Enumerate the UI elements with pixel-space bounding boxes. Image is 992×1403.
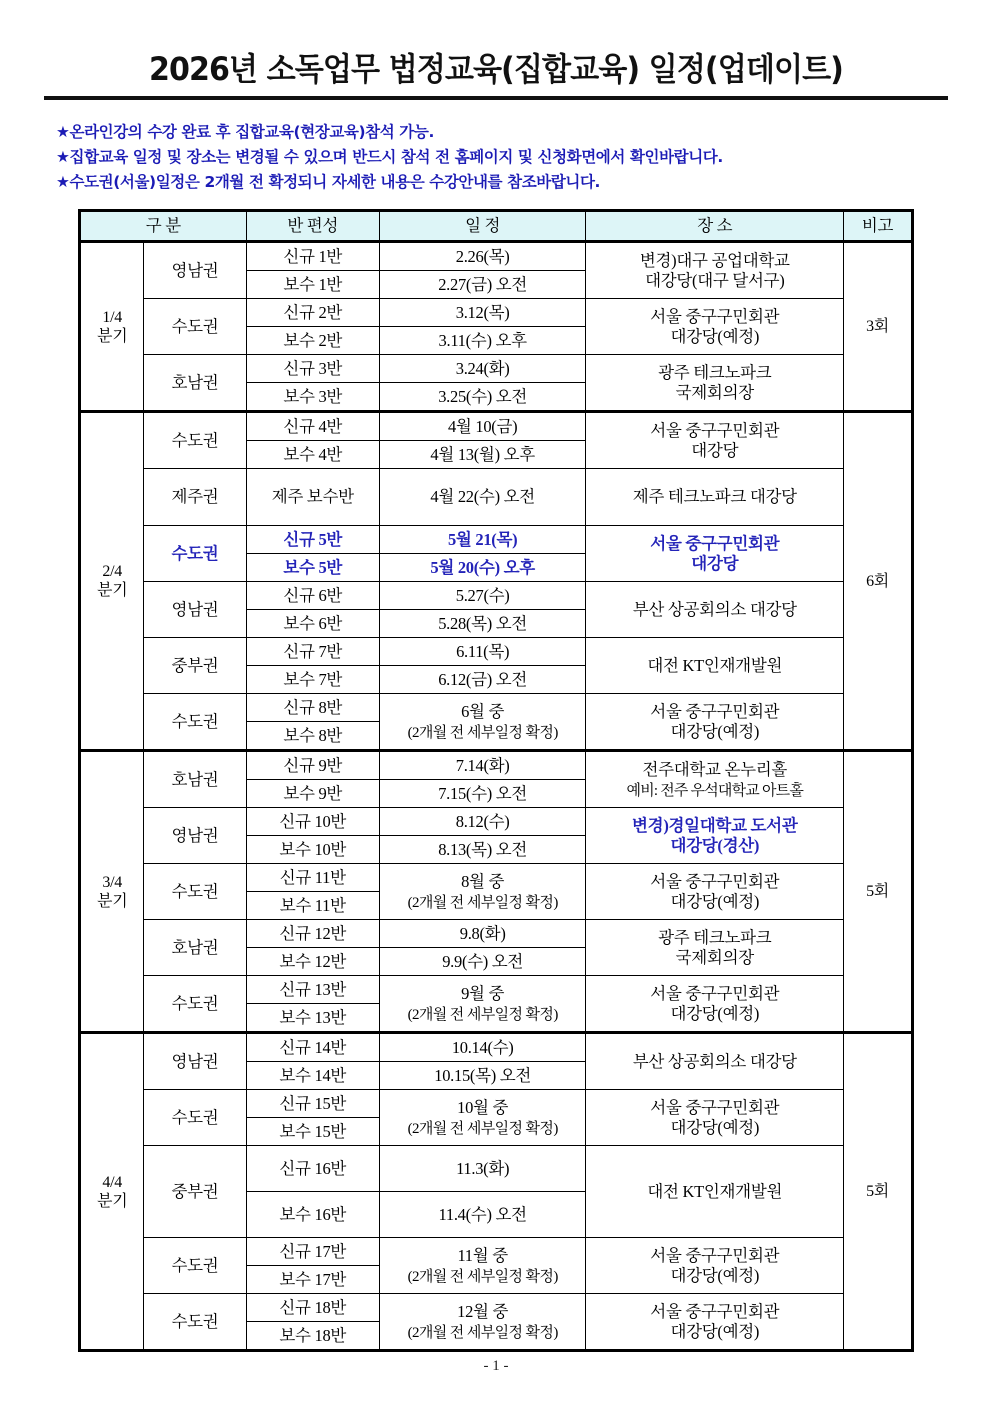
- quarter-label-line1: 4/4: [102, 1173, 122, 1191]
- date-line2: (2개월 전 세부일정 확정): [407, 724, 558, 741]
- class-label: 보수 4반: [246, 441, 379, 469]
- date-line1: 11월 중: [457, 1245, 508, 1265]
- venue-label: [586, 299, 844, 355]
- venue-line2: 대강당(예정): [670, 1117, 760, 1137]
- header-remark: 비고: [844, 211, 913, 242]
- title-divider: [44, 96, 948, 100]
- date-label: 4월 10(금): [379, 412, 586, 441]
- date-label: 5.27(수): [379, 582, 586, 610]
- venue-line2: 대강당: [691, 440, 739, 460]
- note-line: ★온라인강의 수강 완료 후 집합교육(현장교육)참석 가능.: [56, 123, 434, 141]
- note-line: ★수도권(서울)일정은 2개월 전 확정되니 자세한 내용은 수강안내를 참조바랍니다.: [56, 173, 601, 192]
- class-label: 보수 8반: [246, 722, 379, 751]
- venue-label: [586, 638, 844, 694]
- class-label: 보수 14반: [246, 1062, 379, 1090]
- table-row: [80, 582, 913, 610]
- venue-line2: 대강당: [691, 553, 739, 573]
- class-label: 보수 13반: [246, 1004, 379, 1033]
- venue-label: [586, 582, 844, 638]
- header-venue: 장 소: [586, 211, 844, 242]
- date-label: [379, 1238, 586, 1294]
- venue-line1: 서울 중구구민회관: [650, 984, 780, 1004]
- class-label: 보수 6반: [246, 610, 379, 638]
- table-header: [80, 211, 913, 242]
- table-row: [80, 976, 913, 1004]
- date-label: [379, 1294, 586, 1351]
- table-row: [80, 1294, 913, 1322]
- table-row: [80, 920, 913, 948]
- quarter-label-line2: 분기: [97, 1192, 128, 1210]
- date-label: 7.14(화): [379, 751, 586, 780]
- date-label: 8.13(목) 오전: [379, 836, 586, 864]
- date-label: 11.4(수) 오전: [379, 1192, 586, 1238]
- table-row: [80, 1033, 913, 1062]
- region-label: 수도권: [144, 1090, 246, 1146]
- region-label: 영남권: [144, 242, 246, 299]
- quarter-label: [80, 1033, 144, 1351]
- table-row: [80, 751, 913, 780]
- class-label: 신규 4반: [246, 412, 379, 441]
- region-label: 제주권: [144, 469, 246, 526]
- date-label: 11.3(화): [379, 1146, 586, 1192]
- region-label: 호남권: [144, 920, 246, 976]
- venue-line2: 대강당(예정): [670, 1265, 760, 1285]
- remark-label: 3회: [844, 242, 913, 412]
- class-label: 보수 1반: [246, 271, 379, 299]
- region-label: 호남권: [144, 751, 246, 808]
- remark-label: 5회: [844, 1033, 913, 1351]
- class-label: 신규 14반: [246, 1033, 379, 1062]
- venue-line1: 광주 테크노파크: [658, 928, 772, 948]
- date-label: 9.8(화): [379, 920, 586, 948]
- date-label: [379, 976, 586, 1033]
- date-line2: (2개월 전 세부일정 확정): [407, 1006, 558, 1023]
- venue-line1: 전주대학교 온누리홀: [642, 759, 788, 779]
- venue-line1: 변경)대구 공업대학교: [639, 251, 790, 271]
- date-label: 3.12(목): [379, 299, 586, 327]
- region-label: 수도권: [144, 1294, 246, 1351]
- date-line1: 8월 중: [461, 871, 505, 891]
- class-label: 신규 5반: [246, 526, 379, 554]
- region-label: 수도권: [144, 694, 246, 751]
- quarter-label: [80, 242, 144, 412]
- region-label: 수도권: [144, 976, 246, 1033]
- venue-line1: 대전 KT인재개발원: [647, 1181, 783, 1201]
- schedule-table-wrap: [78, 209, 914, 1352]
- date-label: 2.26(목): [379, 242, 586, 271]
- class-label: 신규 10반: [246, 808, 379, 836]
- table-row: [80, 355, 913, 383]
- class-label: 신규 12반: [246, 920, 379, 948]
- venue-label: [586, 976, 844, 1033]
- table-row: [80, 808, 913, 836]
- venue-label: [586, 1294, 844, 1351]
- venue-line1: 서울 중구구민회관: [650, 1302, 780, 1322]
- class-label: 신규 17반: [246, 1238, 379, 1266]
- venue-line2: 대강당(대구 달서구): [645, 270, 785, 290]
- venue-label: [586, 808, 844, 864]
- region-label: 영남권: [144, 582, 246, 638]
- class-label: 신규 3반: [246, 355, 379, 383]
- region-label: 수도권: [144, 299, 246, 355]
- table-row: [80, 1090, 913, 1118]
- date-label: 3.24(화): [379, 355, 586, 383]
- class-label: 신규 1반: [246, 242, 379, 271]
- class-label: 보수 12반: [246, 948, 379, 976]
- class-label: 보수 5반: [246, 554, 379, 582]
- class-label: 신규 18반: [246, 1294, 379, 1322]
- venue-line1: 부산 상공회의소 대강당: [632, 1051, 797, 1071]
- class-label: 제주 보수반: [246, 469, 379, 526]
- class-label: 신규 13반: [246, 976, 379, 1004]
- date-label: [379, 864, 586, 920]
- venue-line1: 서울 중구구민회관: [650, 307, 780, 327]
- venue-line2: 대강당(예정): [670, 1321, 760, 1341]
- region-label: 수도권: [144, 1238, 246, 1294]
- notes-list: [0, 120, 992, 195]
- class-label: 보수 3반: [246, 383, 379, 412]
- venue-label: [586, 526, 844, 582]
- table-row: [80, 412, 913, 441]
- date-label: 9.9(수) 오전: [379, 948, 586, 976]
- table-row: [80, 694, 913, 722]
- quarter-label-line2: 분기: [97, 327, 128, 345]
- date-line1: 9월 중: [461, 983, 505, 1003]
- class-label: 보수 7반: [246, 666, 379, 694]
- header-division: 구 분: [80, 211, 247, 242]
- venue-line1: 광주 테크노파크: [658, 363, 772, 383]
- class-label: 신규 8반: [246, 694, 379, 722]
- note-line: ★집합교육 일정 및 장소는 변경될 수 있으며 반드시 참석 전 홈페이지 및 신청화면에서 확인바랍니다.: [56, 148, 723, 167]
- table-row: [80, 638, 913, 666]
- remark-label: 5회: [844, 751, 913, 1033]
- quarter-label-line2: 분기: [97, 892, 128, 910]
- title-block: [0, 0, 992, 100]
- venue-line2: 대강당(경산): [670, 835, 760, 855]
- quarter-label-line1: 3/4: [102, 873, 122, 891]
- class-label: 신규 15반: [246, 1090, 379, 1118]
- venue-label: [586, 1033, 844, 1090]
- region-label: 중부권: [144, 638, 246, 694]
- quarter-label-line1: 2/4: [102, 563, 122, 581]
- class-label: 신규 9반: [246, 751, 379, 780]
- region-label: 수도권: [144, 412, 246, 469]
- venue-line1: 변경)경일대학교 도서관: [632, 816, 798, 836]
- venue-line1: 서울 중구구민회관: [650, 1246, 780, 1266]
- table-row: [80, 864, 913, 892]
- date-line2: (2개월 전 세부일정 확정): [407, 1120, 558, 1137]
- date-label: 8.12(수): [379, 808, 586, 836]
- table-header-row: [80, 211, 913, 242]
- class-label: 보수 2반: [246, 327, 379, 355]
- date-line2: (2개월 전 세부일정 확정): [407, 894, 558, 911]
- date-label: 6.12(금) 오전: [379, 666, 586, 694]
- page-footer: - 1 -: [483, 1358, 509, 1374]
- venue-line1: 서울 중구구민회관: [650, 421, 780, 441]
- class-label: 신규 16반: [246, 1146, 379, 1192]
- page-title: 2026년 소독업무 법정교육(집합교육) 일정(업데이트): [148, 50, 844, 88]
- date-label: 10.15(목) 오전: [379, 1062, 586, 1090]
- date-label: 5월 21(목): [379, 526, 586, 554]
- venue-line2: 대강당(예정): [670, 721, 760, 741]
- table-row: [80, 242, 913, 271]
- class-label: 보수 11반: [246, 892, 379, 920]
- table-row: [80, 1146, 913, 1192]
- class-label: 신규 11반: [246, 864, 379, 892]
- date-line1: 10월 중: [457, 1097, 509, 1117]
- venue-line2: 국제회의장: [675, 382, 754, 402]
- class-label: 신규 7반: [246, 638, 379, 666]
- quarter-label-line1: 1/4: [102, 308, 122, 326]
- header-class: 반 편성: [246, 211, 379, 242]
- date-line1: 6월 중: [461, 701, 505, 721]
- class-label: 보수 15반: [246, 1118, 379, 1146]
- table-body: [80, 242, 913, 1351]
- region-label: 영남권: [144, 1033, 246, 1090]
- date-line2: (2개월 전 세부일정 확정): [407, 1324, 558, 1341]
- date-line2: (2개월 전 세부일정 확정): [407, 1268, 558, 1285]
- region-label: 중부권: [144, 1146, 246, 1238]
- remark-label: 6회: [844, 412, 913, 751]
- region-label: 수도권: [144, 526, 246, 582]
- region-label: 수도권: [144, 864, 246, 920]
- venue-label: [586, 920, 844, 976]
- class-label: 보수 10반: [246, 836, 379, 864]
- venue-line2: 대강당(예정): [670, 891, 760, 911]
- venue-label: [586, 412, 844, 469]
- venue-line1: 부산 상공회의소 대강당: [632, 599, 797, 619]
- venue-label: [586, 1238, 844, 1294]
- venue-line1: 서울 중구구민회관: [650, 702, 780, 722]
- venue-line2: 대강당(예정): [670, 326, 760, 346]
- table-row: [80, 469, 913, 526]
- class-label: 보수 9반: [246, 780, 379, 808]
- date-label: 4월 22(수) 오전: [379, 469, 586, 526]
- venue-line1: 서울 중구구민회관: [650, 534, 780, 554]
- venue-label: [586, 694, 844, 751]
- date-label: 2.27(금) 오전: [379, 271, 586, 299]
- venue-line1: 대전 KT인재개발원: [647, 655, 783, 675]
- date-label: 4월 13(월) 오후: [379, 441, 586, 469]
- venue-label: [586, 242, 844, 299]
- quarter-label: [80, 751, 144, 1033]
- venue-line1: 서울 중구구민회관: [650, 1098, 780, 1118]
- venue-line2: 대강당(예정): [670, 1003, 760, 1023]
- table-row: [80, 299, 913, 327]
- venue-label: [586, 355, 844, 412]
- venue-label: [586, 469, 844, 526]
- date-line1: 12월 중: [457, 1301, 509, 1321]
- date-label: [379, 694, 586, 751]
- date-label: 5.28(목) 오전: [379, 610, 586, 638]
- class-label: 보수 17반: [246, 1266, 379, 1294]
- venue-label: [586, 1090, 844, 1146]
- venue-line2: 예비: 전주 우석대학교 아트홀: [626, 782, 804, 799]
- date-label: 5월 20(수) 오후: [379, 554, 586, 582]
- date-label: [379, 1090, 586, 1146]
- venue-label: [586, 1146, 844, 1238]
- class-label: 보수 16반: [246, 1192, 379, 1238]
- venue-line2: 국제회의장: [675, 947, 754, 967]
- class-label: 보수 18반: [246, 1322, 379, 1351]
- date-label: 3.11(수) 오후: [379, 327, 586, 355]
- venue-label: [586, 864, 844, 920]
- date-label: 6.11(목): [379, 638, 586, 666]
- venue-label: [586, 751, 844, 808]
- date-label: 7.15(수) 오전: [379, 780, 586, 808]
- venue-line1: 서울 중구구민회관: [650, 872, 780, 892]
- region-label: 영남권: [144, 808, 246, 864]
- header-schedule: 일 정: [379, 211, 586, 242]
- quarter-label: [80, 412, 144, 751]
- schedule-table: [78, 209, 914, 1352]
- table-row: [80, 526, 913, 554]
- class-label: 신규 2반: [246, 299, 379, 327]
- date-label: 10.14(수): [379, 1033, 586, 1062]
- table-row: [80, 1238, 913, 1266]
- venue-line1: 제주 테크노파크 대강당: [632, 487, 797, 507]
- region-label: 호남권: [144, 355, 246, 412]
- class-label: 신규 6반: [246, 582, 379, 610]
- date-label: 3.25(수) 오전: [379, 383, 586, 412]
- quarter-label-line2: 분기: [97, 582, 128, 600]
